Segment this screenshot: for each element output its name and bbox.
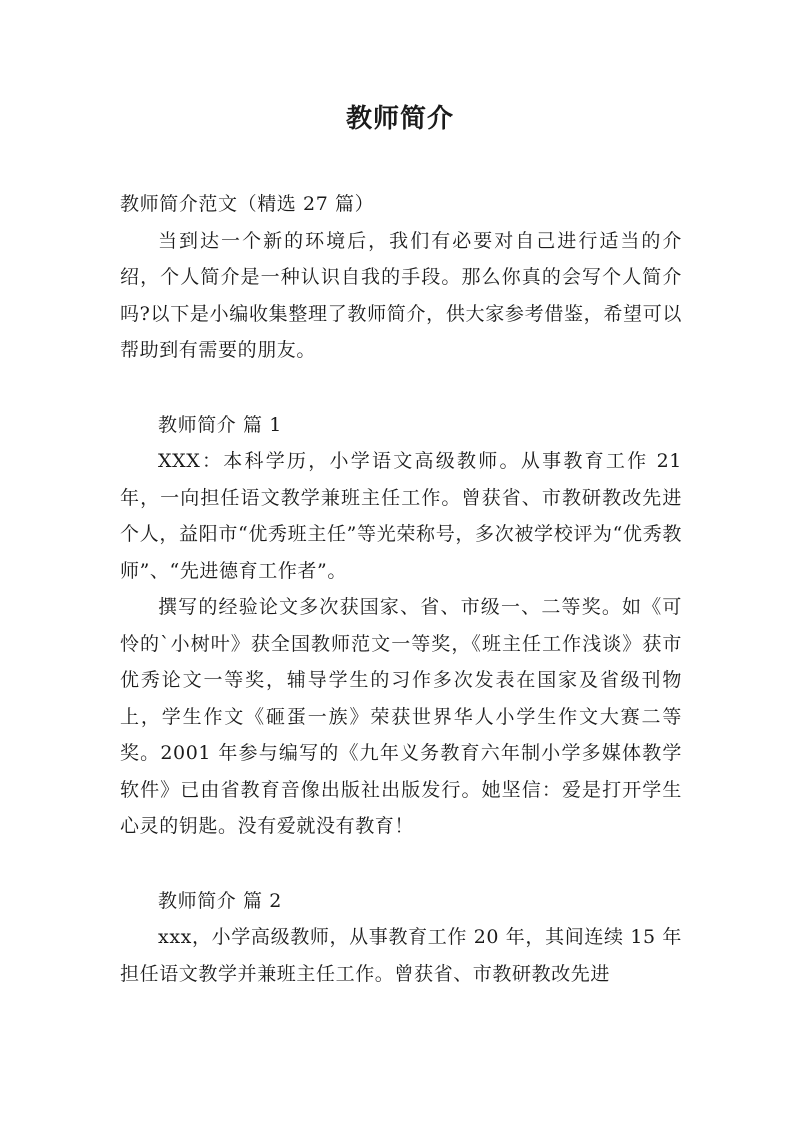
section-heading-1: 教师简介 篇 1: [158, 413, 282, 436]
document-title: 教师简介: [345, 104, 454, 134]
section-1-paragraph-2: 撰写的经验论文多次获国家、省、市级一、二等奖。如《可怜的`小树叶》获全国教师范文一等奖，《班主任工作浅谈》获市优秀论文一等奖，辅导学生的习作多次发表在国家及省级刊物上，学生作文《砸蛋一族》荣获世界华人小学生作文大赛二等奖。2001 年参与编写的《九年义务教育六年制小学多媒体教学软件》已由省教育音像出版社出版发行。她坚信：爱是打开学生心灵的钥匙。没有爱就没有教育！: [120, 596, 682, 837]
section-heading-2: 教师简介 篇 2: [158, 889, 282, 912]
spacer: [120, 369, 682, 407]
intro-paragraph: 当到达一个新的环境后，我们有必要对自己进行适当的介绍，个人简介是一种认识自我的手段。那么你真的会写个人简介吗?以下是小编收集整理了教师简介，供大家参考借鉴，希望可以帮助到有需要的朋友。: [120, 229, 682, 361]
document-subtitle: 教师简介范文（精选 27 篇）: [120, 193, 375, 215]
spacer: [120, 845, 682, 883]
section-1-paragraph-1: XXX：本科学历，小学语文高级教师。从事教育工作 21 年，一向担任语文教学兼班主任工作。曾获省、市教研教改先进个人，益阳市“优秀班主任”等光荣称号，多次被学校评为“优秀教师”、“先进德育工作者”。: [120, 450, 682, 582]
document-body: [120, 186, 682, 992]
section-2-paragraph-1: xxx，小学高级教师，从事教育工作 20 年，其间连续 15 年担任语文教学并兼班主任工作。曾获省、市教研教改先进: [120, 926, 682, 985]
